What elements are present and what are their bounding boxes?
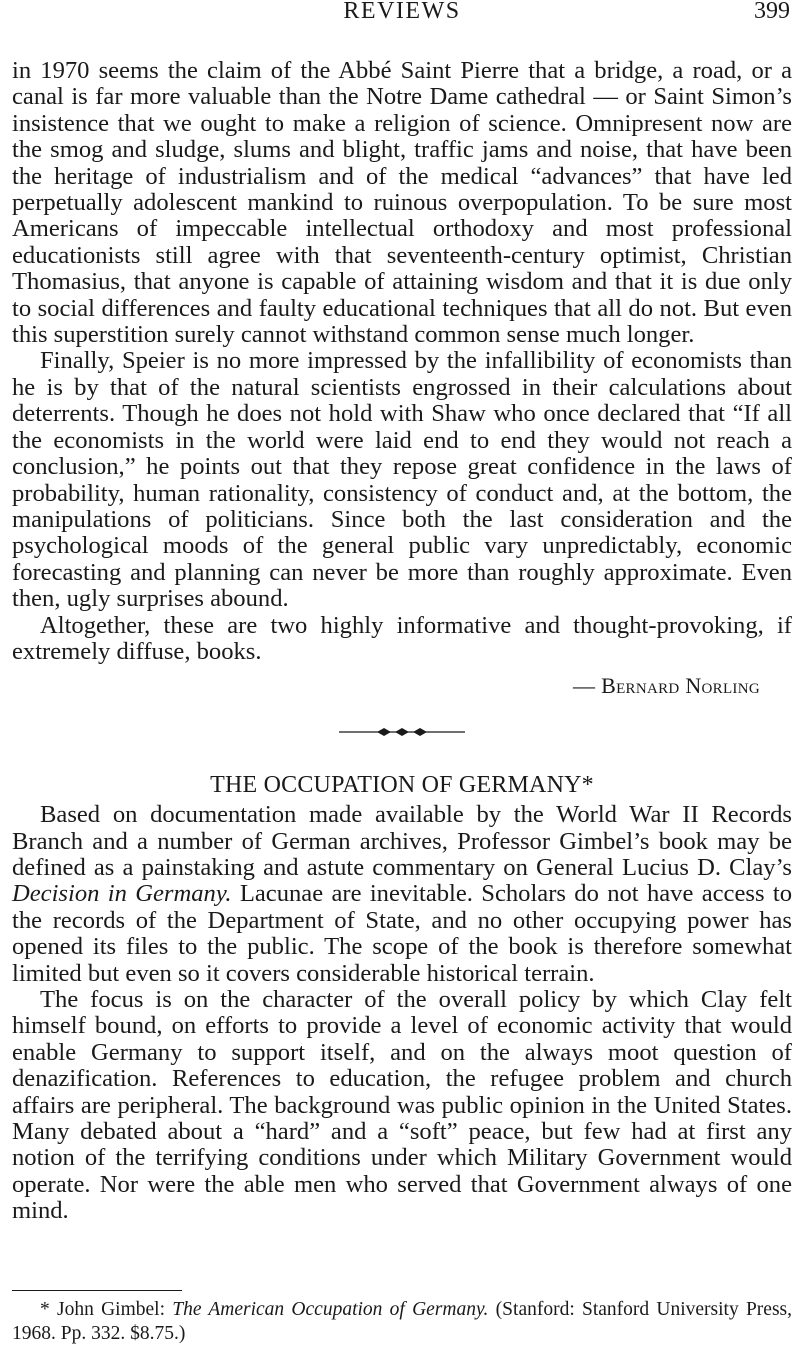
footnote-marker-text: * John Gimbel: — [40, 1299, 173, 1320]
footnote-book-title: The American Occupation of Germany. — [172, 1299, 489, 1320]
review1-paragraph-1: in 1970 seems the claim of the Abbé Saint Pierre that a bridge, a road, or a canal is far more valuable than the Notre Dame cathedral — or Saint Simon’s insistence that we ought to make a religion of science. Omnipresent now are the smog and sludge, slums and blight, traffic jams and noise, that have been the heritage of industrialism and of the medical “advances” that have led perpetually adolescent mankind to ruinous overpopulation. To be sure most Americans of impeccable intellectual orthodoxy and most professional educationists still agree with that seventeenth-century optimist, Christian Thomasius, that anyone is capable of attaining wisdom and that it is due only to social differences and faulty educational techniques that all do not. But even this superstition surely cannot withstand common sense much longer. — [12, 57, 792, 349]
book-title-italic: Decision in Germany. — [12, 880, 232, 908]
footnote-publication-info: (Stanford: Stanford University Press, 1968. Pp. 332. $8.75.) — [12, 1299, 793, 1344]
page-header — [12, 0, 792, 26]
footnote-text — [12, 1298, 792, 1346]
review2-paragraph-1 — [12, 802, 792, 987]
running-title: REVIEWS — [343, 0, 461, 24]
review-title: THE OCCUPATION OF GERMANY* — [210, 771, 594, 798]
review2-paragraph-1-text-b: Lacunae are inevitable. Scholars do not have access to the records of the Department of State, and no other occupying power has opened its files to the public. The scope of the book is therefore somewhat limited but even so it covers considerable historical terrain. — [12, 880, 792, 987]
page-number: 399 — [754, 0, 790, 24]
review2-paragraph-2: The focus is on the character of the overall policy by which Clay felt himself bound, on efforts to provide a level of economic activity that would enable Germany to support itself, and on the always moot question of denazification. References to education, the refugee problem and church affairs are peripheral. The background was public opinion in the United States. Many debated about a “hard” and a “soft” peace, but few had at first any notion of the terrifying conditions under which Military Government would operate. Nor were the able men who served that Government always of one mind. — [12, 986, 792, 1225]
section-divider-ornament — [12, 702, 792, 762]
footnote-rule — [12, 1290, 182, 1291]
reviewer-signature: — Bernard Norling — [573, 673, 760, 699]
review1-paragraph-2: Finally, Speier is no more impressed by the infallibility of economists than he is by that of the natural scientists engrossed in their calculations about deterrents. Though he does not hold with Shaw who once declared that “If all the economists in the world were laid end to end they would not reach a conclusion,” he points out that they repose great confidence in the laws of probability, human rationality, consistency of conduct and, at the bottom, the manipulations of politicians. Since both the last consideration and the psychological moods of the general public vary unpredictably, economic forecasting and planning can never be more than roughly approximate. Even then, ugly surprises abound. — [12, 347, 792, 613]
page-body — [12, 58, 792, 1225]
review2-paragraph-1-text-a: Based on documentation made available by the World War II Records Branch and a number of German archives, Professor Gimbel’s book may be defined as a painstaking and astute commentary on General Lucius D. Clay’s — [12, 801, 792, 881]
footnote — [12, 1298, 792, 1346]
divider-ornament-icon — [337, 726, 467, 738]
review1-paragraph-3: Altogether, these are two highly informative and thought-provoking, if extremely diffuse, books. — [12, 611, 792, 665]
